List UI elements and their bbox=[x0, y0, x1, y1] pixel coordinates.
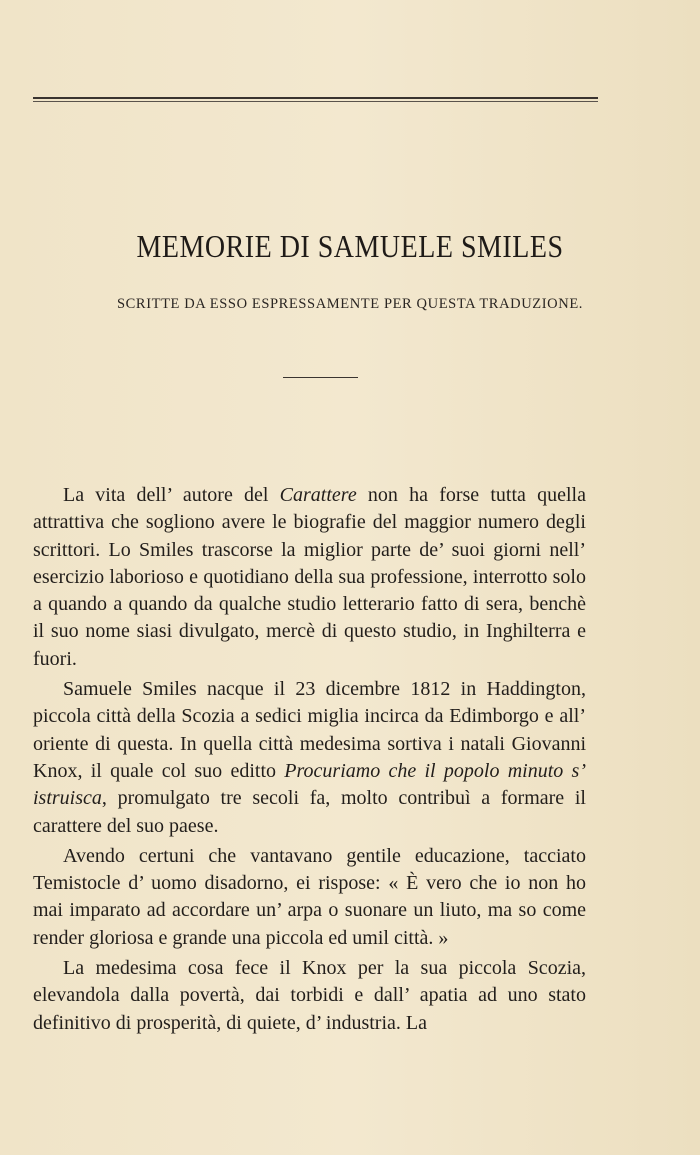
text-segment: La vita dell’ autore del bbox=[63, 484, 280, 506]
italic-text: Carattere bbox=[279, 484, 357, 506]
italic-text: Procuriamo che il popolo minuto s’ istruisca bbox=[33, 759, 586, 810]
text-segment: La medesima cosa fece il Knox per la sua piccola Scozia, elevandola dalla povertà, dai torbidi e dall’ apatia ad uno stato definitivo di prosperità, di quiete, d’ industria. La bbox=[33, 957, 586, 1034]
paragraph bbox=[33, 843, 586, 952]
paragraph bbox=[33, 955, 586, 1037]
chapter-subtitle: SCRITTE DA ESSO ESPRESSAMENTE PER QUESTA TRADUZIONE. bbox=[116, 296, 584, 312]
text-segment: , promulgato tre secoli fa, molto contribuì a formare il carattere del suo paese. bbox=[33, 787, 586, 837]
paragraph bbox=[33, 676, 586, 840]
text-segment: non ha forse tutta quella attrattiva che sogliono avere le biografie del maggior numero degli scrittori. Lo Smiles trascorse la miglior parte de’ suoi giorni nell’ esercizio laborioso e quotidiano della sua professione, interrotto solo a quando a quando da qualche studio letterario fatto di sera, benchè il suo nome siasi divulgato, mercè di questo studio, in Inghilterra e fuori. bbox=[33, 484, 586, 670]
paragraph bbox=[33, 482, 586, 673]
text-segment: Samuele Smiles nacque il 23 dicembre 1812 in Haddington, piccola città della Scozia a sedici miglia incirca da Edimborgo e all’ oriente di questa. In quella città medesima sortiva i natali Giovanni Knox, il quale col suo editto bbox=[33, 678, 586, 782]
header-rule-thin bbox=[33, 101, 598, 102]
header-double-rule bbox=[33, 97, 598, 105]
chapter-title: MEMORIE DI SAMUELE SMILES bbox=[136, 230, 564, 265]
text-segment: Avendo certuni che vantavano gentile educazione, tacciato Temistocle d’ uomo disadorno, ei rispose: « È vero che io non ho mai imparato ad accordare un’ arpa o suonare un liuto, ma so come render gloriosa e grande una piccola ed umil città. » bbox=[33, 844, 586, 949]
section-divider bbox=[283, 377, 358, 378]
body-text bbox=[33, 482, 586, 1040]
header-rule-thick bbox=[33, 97, 598, 99]
